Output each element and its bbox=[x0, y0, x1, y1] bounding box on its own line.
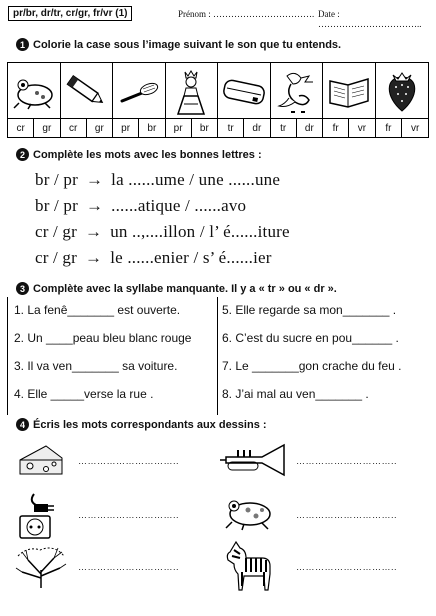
choice-cell[interactable]: dr bbox=[252, 122, 262, 134]
answer-line[interactable]: ………………………….. bbox=[78, 456, 180, 466]
choice-cell[interactable]: gr bbox=[42, 122, 52, 134]
sentence-7[interactable]: 7. Le _______gon crache du feu . bbox=[222, 359, 402, 373]
choice-cell[interactable]: br bbox=[199, 122, 209, 134]
word-blanks[interactable]: un ..,....illon / l’ é......iture bbox=[110, 222, 290, 241]
word-line bbox=[35, 196, 246, 216]
choice-pair bbox=[166, 119, 219, 137]
answer-line[interactable]: ………………………….. bbox=[296, 562, 398, 572]
word-line bbox=[35, 222, 290, 242]
cheese-icon bbox=[16, 440, 66, 485]
word-blanks[interactable]: la ......ume / une ......une bbox=[111, 170, 281, 189]
tree-icon bbox=[14, 544, 68, 595]
picture-table bbox=[7, 62, 429, 138]
plug-socket-icon bbox=[14, 492, 64, 545]
word-line bbox=[35, 170, 280, 190]
zebra-icon bbox=[220, 538, 276, 597]
section-4-title: Écris les mots correspondants aux dessins : bbox=[33, 418, 267, 431]
choice-pair bbox=[218, 119, 271, 137]
section-1-heading bbox=[16, 38, 341, 51]
prenom-field[interactable]: Prénom : ……………………………. bbox=[178, 9, 315, 19]
section-3-title: Complète avec la syllabe manquante. Il y a « tr » ou « dr ». bbox=[33, 282, 337, 295]
section-2-title: Complète les mots avec les bonnes lettres : bbox=[33, 148, 262, 161]
sentence-grid bbox=[7, 297, 428, 415]
choice-cell[interactable]: cr bbox=[8, 119, 34, 137]
section-3-heading bbox=[16, 282, 337, 295]
column-divider bbox=[217, 297, 218, 415]
choice-pair bbox=[376, 119, 429, 137]
choice-cell[interactable]: vr bbox=[357, 122, 367, 134]
toad-icon bbox=[220, 492, 276, 537]
letter-pair: br / pr bbox=[35, 196, 78, 215]
choice-pair bbox=[323, 119, 376, 137]
answer-line[interactable]: ………………………….. bbox=[296, 456, 398, 466]
choice-pair bbox=[61, 119, 114, 137]
brush-icon bbox=[113, 63, 166, 119]
choice-cell[interactable]: pr bbox=[113, 119, 139, 137]
letter-pair: cr / gr bbox=[35, 222, 77, 241]
arrow-icon: → bbox=[85, 196, 104, 215]
answer-line[interactable]: ………………………….. bbox=[296, 510, 398, 520]
date-field[interactable]: Date : …………………………….. bbox=[318, 9, 422, 29]
arrow-icon: → bbox=[85, 248, 103, 267]
sentence-1[interactable]: 1. La fenê_______ est ouverte. bbox=[14, 303, 181, 317]
word-line bbox=[35, 248, 272, 268]
worksheet-title: pr/br, dr/tr, cr/gr, fr/vr (1) bbox=[8, 6, 132, 21]
choice-cell[interactable]: pr bbox=[166, 119, 192, 137]
letter-pair: cr / gr bbox=[35, 248, 77, 267]
word-blanks[interactable]: ......atique / ......avo bbox=[111, 196, 247, 215]
choice-pair bbox=[271, 119, 324, 137]
answer-line[interactable]: ………………………….. bbox=[78, 510, 180, 520]
choice-cell[interactable]: fr bbox=[376, 119, 403, 137]
sentence-8[interactable]: 8. J’ai mal au ven_______ . bbox=[222, 387, 369, 401]
strawberry-icon bbox=[376, 63, 429, 119]
section-1-number: 1 bbox=[16, 38, 29, 51]
choice-cell[interactable]: tr bbox=[271, 119, 297, 137]
sentence-5[interactable]: 5. Elle regarde sa mon_______ . bbox=[222, 303, 397, 317]
section-4-number: 4 bbox=[16, 418, 29, 431]
choice-pair bbox=[8, 119, 61, 137]
choice-cell[interactable]: tr bbox=[218, 119, 244, 137]
answer-line[interactable]: ………………………….. bbox=[78, 562, 180, 572]
section-2-heading bbox=[16, 148, 262, 161]
sentence-4[interactable]: 4. Elle _____verse la rue . bbox=[14, 387, 154, 401]
choice-cell[interactable]: fr bbox=[323, 119, 349, 137]
section-1-title: Colorie la case sous l’image suivant le son que tu entends. bbox=[33, 38, 342, 51]
choice-pair bbox=[113, 119, 166, 137]
sentence-3[interactable]: 3. Il va ven_______ sa voiture. bbox=[14, 359, 178, 373]
dragon-icon bbox=[271, 63, 324, 119]
sentence-2[interactable]: 2. Un ____peau bleu blanc rouge bbox=[14, 331, 192, 345]
letter-pair: br / pr bbox=[35, 170, 78, 189]
section-2-number: 2 bbox=[16, 148, 29, 161]
choice-cell[interactable]: cr bbox=[61, 119, 87, 137]
choice-cell[interactable]: gr bbox=[94, 122, 104, 134]
sentence-6[interactable]: 6. C’est du sucre en pou______ . bbox=[222, 331, 399, 345]
choice-cell[interactable]: vr bbox=[410, 122, 420, 134]
section-4-heading bbox=[16, 418, 267, 431]
choice-cell[interactable]: br bbox=[147, 122, 157, 134]
trumpet-icon bbox=[216, 440, 292, 485]
arrow-icon: → bbox=[85, 222, 103, 241]
choice-cell[interactable]: dr bbox=[304, 122, 314, 134]
word-blanks[interactable]: le ......enier / s’ é......ier bbox=[110, 248, 272, 267]
frog-icon bbox=[8, 63, 61, 119]
book-icon bbox=[323, 63, 376, 119]
princess-icon bbox=[166, 63, 219, 119]
pencil-icon bbox=[61, 63, 114, 119]
section-3-number: 3 bbox=[16, 282, 29, 295]
arrow-icon: → bbox=[85, 170, 104, 189]
pencil-case-icon bbox=[218, 63, 271, 119]
